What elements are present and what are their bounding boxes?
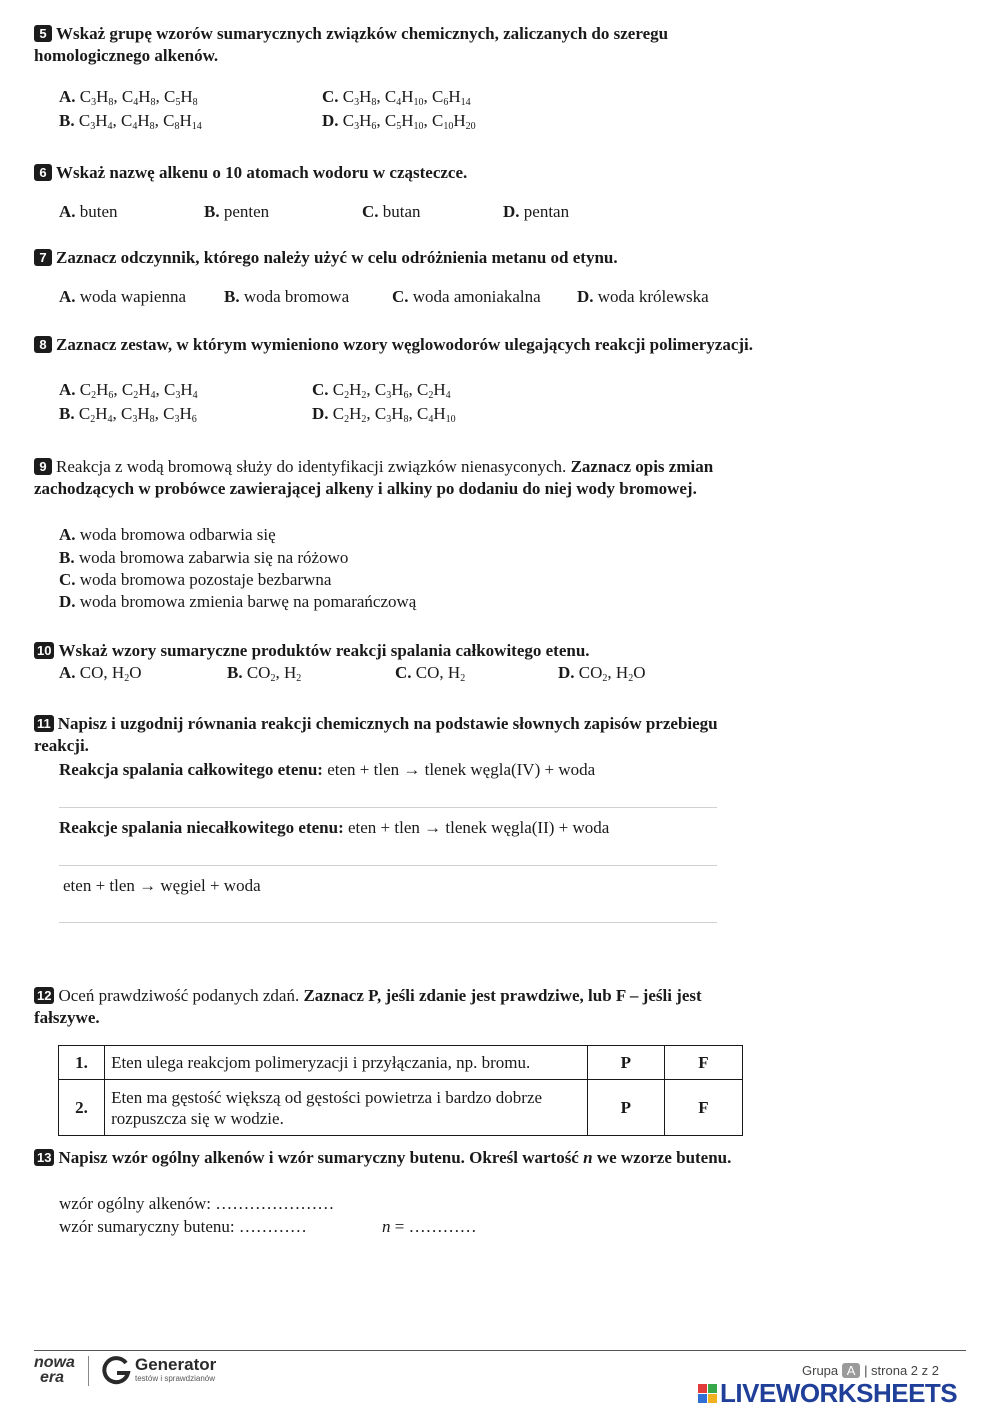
option-b[interactable]: B. woda bromowa zabarwia się na różowo [59, 548, 349, 567]
statement: Eten ma gęstość większą od gęstości powietrza i bardzo dobrze rozpuszcza się w wodzie. [105, 1080, 588, 1136]
formula: $C_3H_6$, $C_5H_{10}$, $C_{10}H_{20}$ [342, 111, 476, 132]
question-number: 6 [34, 164, 52, 181]
option-d[interactable]: D. woda królewska [577, 287, 709, 306]
question-number: 13 [34, 1149, 54, 1166]
option-a[interactable]: A. $C_2H_6$, $C_2H_4$, $C_3H_4$ [59, 380, 198, 401]
option-c[interactable]: C. $C_3H_8$, $C_4H_{10}$, $C_6H_{14}$ [322, 87, 471, 108]
formula: $C_2H_2$, $C_3H_6$, $C_2H_4$ [332, 380, 451, 401]
nowa-era-logo: nowa era [34, 1354, 75, 1386]
question-number: 7 [34, 249, 52, 266]
reaction-2: Reakcje spalania niecałkowitego etenu: eten + tlen → tlenek węgla(II) + woda [59, 818, 610, 837]
formula: $CO_2$, $H_2O$ [578, 663, 646, 684]
question-6 [34, 162, 754, 184]
reaction-1: Reakcja spalania całkowitego etenu: eten + tlen → tlenek węgla(IV) + woda [59, 760, 596, 779]
question-text: Wskaż nazwę alkenu o 10 atomach wodoru w cząsteczce. [56, 163, 468, 182]
formula: CO, $H_2O$ [79, 663, 142, 684]
page-info: Grupa A | strona 2 z 2 [802, 1363, 939, 1378]
false-option[interactable]: F [664, 1080, 742, 1136]
option-c[interactable]: C. CO, $H_2$ [395, 663, 466, 684]
question-number: 5 [34, 25, 52, 42]
question-text: Napisz i uzgodnij równania reakcji chemicznych na podstawie słownych zapisów przebiegu reakcji. [34, 714, 718, 755]
question-12 [34, 985, 754, 1029]
question-11 [34, 713, 754, 757]
option-d[interactable]: D. $C_3H_6$, $C_5H_{10}$, $C_{10}H_{20}$ [322, 111, 476, 132]
row-number: 2. [75, 1098, 88, 1117]
question-number: 11 [34, 715, 54, 732]
option-c[interactable]: C. $C_2H_2$, $C_3H_6$, $C_2H_4$ [312, 380, 451, 401]
formula: CO, $H_2$ [415, 663, 466, 684]
reaction-3: eten + tlen → węgiel + woda [63, 876, 261, 895]
table-row [59, 1046, 743, 1080]
option-d[interactable]: D. $C_2H_2$, $C_3H_8$, $C_4H_{10}$ [312, 404, 456, 425]
question-number: 8 [34, 336, 52, 353]
generator-g-icon [100, 1355, 132, 1387]
option-d[interactable]: D. woda bromowa zmienia barwę na pomarańczową [59, 592, 417, 611]
question-number: 12 [34, 987, 54, 1004]
formula: $C_2H_2$, $C_3H_8$, $C_4H_{10}$ [332, 404, 456, 425]
question-7 [34, 247, 754, 269]
question-intro: Oceń prawdziwość podanych zdań. [58, 986, 300, 1005]
option-a[interactable]: A. woda wapienna [59, 287, 186, 306]
footer-divider [34, 1350, 966, 1351]
logo-divider [88, 1356, 89, 1386]
option-a[interactable]: A. CO, $H_2O$ [59, 663, 142, 684]
question-5 [34, 23, 754, 67]
option-b[interactable]: B. $C_2H_4$, $C_3H_8$, $C_3H_6$ [59, 404, 197, 425]
generator-logo: Generator testów i sprawdzianów [135, 1355, 217, 1383]
question-9 [34, 456, 754, 500]
option-b[interactable]: B. $C_3H_4$, $C_4H_8$, $C_8H_{14}$ [59, 111, 202, 132]
answer-line-2[interactable] [59, 865, 717, 866]
question-text: Zaznacz zestaw, w którym wymieniono wzory węglowodorów ulegających reakcji polimeryzacji. [56, 335, 754, 354]
question-text: Zaznacz odczynnik, którego należy użyć w celu odróżnienia metanu od etynu. [56, 248, 618, 267]
formula: $CO_2$, $H_2$ [246, 663, 302, 684]
option-a[interactable]: A. $C_3H_8$, $C_4H_8$, $C_5H_8$ [59, 87, 198, 108]
formula: $C_3H_8$, $C_4H_8$, $C_5H_8$ [79, 87, 198, 108]
option-b[interactable]: B. woda bromowa [224, 287, 350, 306]
liveworksheets-logo: LIVEWORKSHEETS [698, 1378, 957, 1409]
answer-line-3[interactable] [59, 922, 717, 923]
false-option[interactable]: F [664, 1046, 742, 1080]
question-number: 10 [34, 642, 54, 659]
statement: Eten ulega reakcjom polimeryzacji i przyłączania, np. bromu. [105, 1046, 588, 1080]
option-a[interactable]: A. woda bromowa odbarwia się [59, 525, 276, 544]
liveworksheets-icon [698, 1384, 717, 1403]
answer-general-formula[interactable]: wzór ogólny alkenów: ………………… [59, 1194, 335, 1213]
true-option[interactable]: P [587, 1046, 664, 1080]
question-10 [34, 640, 754, 662]
option-d[interactable]: D. $CO_2$, $H_2O$ [558, 663, 646, 684]
option-c[interactable]: C. woda bromowa pozostaje bezbarwna [59, 570, 332, 589]
question-text: Wskaż grupę wzorów sumarycznych związków chemicznych, zaliczanych do szeregu homologicznego alkenów. [34, 24, 669, 65]
question-text: Zaznacz opis zmian zachodzących w probówce zawierającej alkeny i alkiny po dodaniu do niej wody bromowej. [34, 457, 714, 498]
formula: $C_2H_6$, $C_2H_4$, $C_3H_4$ [79, 380, 198, 401]
question-13 [34, 1147, 754, 1169]
option-b[interactable]: B. $CO_2$, $H_2$ [227, 663, 302, 684]
option-d[interactable]: D. pentan [503, 202, 570, 221]
true-false-table [58, 1045, 743, 1136]
option-c[interactable]: C. woda amoniakalna [392, 287, 541, 306]
row-number: 1. [75, 1053, 88, 1072]
answer-n-value[interactable]: n = ………… [382, 1217, 477, 1236]
question-text: Wskaż wzory sumaryczne produktów reakcji spalania całkowitego etenu. [58, 641, 590, 660]
question-text: Zaznacz P, jeśli zdanie jest prawdziwe, lub F – jeśli jest fałszywe. [34, 986, 702, 1027]
true-option[interactable]: P [587, 1080, 664, 1136]
option-b[interactable]: B. penten [204, 202, 270, 221]
formula: $C_3H_4$, $C_4H_8$, $C_8H_{14}$ [78, 111, 202, 132]
option-a[interactable]: A. buten [59, 202, 118, 221]
question-number: 9 [34, 458, 52, 475]
question-intro: Reakcja z wodą bromową służy do identyfikacji związków nienasyconych. [56, 457, 567, 476]
answer-line-1[interactable] [59, 807, 717, 808]
option-c[interactable]: C. butan [362, 202, 421, 221]
question-text: Napisz wzór ogólny alkenów i wzór sumaryczny butenu. Określ wartość n we wzorze butenu. [58, 1148, 732, 1167]
answer-butene-formula[interactable]: wzór sumaryczny butenu: ………… [59, 1217, 307, 1236]
question-8 [34, 334, 754, 356]
group-badge: A [842, 1363, 861, 1378]
table-row [59, 1080, 743, 1136]
formula: $C_3H_8$, $C_4H_{10}$, $C_6H_{14}$ [342, 87, 471, 108]
formula: $C_2H_4$, $C_3H_8$, $C_3H_6$ [78, 404, 197, 425]
